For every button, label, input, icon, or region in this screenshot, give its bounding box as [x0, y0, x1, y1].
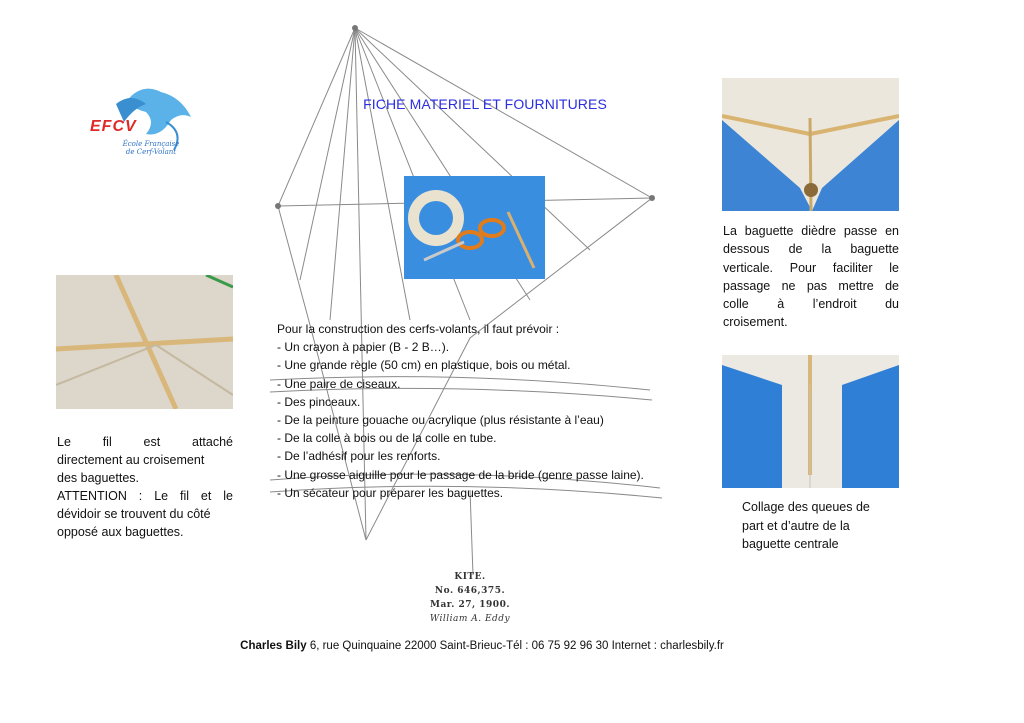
list-item: - De la peinture gouache ou acrylique (plus résistante à l’eau): [277, 413, 604, 428]
logo-text: [116, 140, 186, 156]
caption-line: part et d’autre de la: [742, 518, 850, 533]
footer-name: Charles Bily: [240, 640, 307, 652]
caption-line: opposé aux baguettes.: [57, 525, 184, 539]
caption-line: Collage des queues de: [742, 500, 870, 514]
dihedral-stick-photo: [722, 78, 899, 211]
list-item: - Des pinceaux.: [277, 394, 361, 409]
list-item: - De la colle à bois ou de la colle en tube.: [277, 431, 497, 446]
logo-line-2: de Cerf-Volant: [125, 148, 177, 156]
right-caption-1: [723, 222, 899, 332]
list-item: - Une grosse aiguille pour le passage de la bride (genre passe laine).: [277, 467, 644, 482]
tail-gluing-photo: [722, 355, 899, 488]
caption-line: ATTENTION : Le fil et le: [57, 489, 233, 503]
list-item: - Un sécateur pour préparer les baguettes.: [277, 485, 504, 500]
list-item: - Une paire de ciseaux.: [277, 376, 401, 391]
efcv-logo: [86, 82, 206, 167]
supplies-intro: Pour la construction des cerfs-volants, il faut prévoir :: [277, 322, 560, 336]
patent-reference: [420, 570, 520, 626]
list-item: - Un crayon à papier (B - 2 B…).: [277, 340, 450, 355]
list-item: - De l’adhésif pour les renforts.: [277, 449, 441, 464]
crossing-sticks-photo: [56, 275, 233, 409]
patent-number: No. 646,375.: [434, 586, 506, 596]
caption-line: des baguettes.: [57, 471, 140, 485]
caption-line: passage ne pas mettre de: [723, 278, 899, 293]
caption-line: dévidoir se trouvent du côté: [57, 507, 211, 521]
supplies-list: [277, 320, 697, 502]
caption-line: La baguette dièdre passe en: [723, 224, 899, 238]
right-caption-2: [742, 498, 902, 554]
patent-signature: William A. Eddy: [429, 614, 511, 624]
logo-acronym: EFCV: [90, 118, 137, 135]
supplies-photo: [404, 176, 545, 279]
patent-date: Mar. 27, 1900.: [430, 600, 510, 610]
caption-line: dessous de la baguette: [723, 242, 899, 257]
list-item: - Une grande règle (50 cm) en plastique, bois ou métal.: [277, 358, 571, 373]
logo-line-1: École Française: [122, 140, 180, 148]
patent-title: KITE.: [454, 572, 486, 582]
left-caption: [57, 433, 233, 541]
footer-details: 6, rue Quinquaine 22000 Saint-Brieuc-Tél : 06 75 92 96 30 Internet : charlesbily.fr: [306, 640, 724, 652]
caption-line: directement au croisement: [57, 453, 205, 467]
caption-line: colle à l’endroit du: [723, 297, 899, 312]
caption-line: verticale. Pour faciliter le: [723, 260, 899, 275]
caption-line: croisement.: [723, 315, 788, 330]
caption-line: baguette centrale: [742, 537, 839, 551]
page-title: FICHE MATERIEL ET FOURNITURES: [363, 96, 607, 112]
footer-contact: [0, 640, 964, 652]
caption-line: Le fil est attaché: [57, 435, 233, 449]
